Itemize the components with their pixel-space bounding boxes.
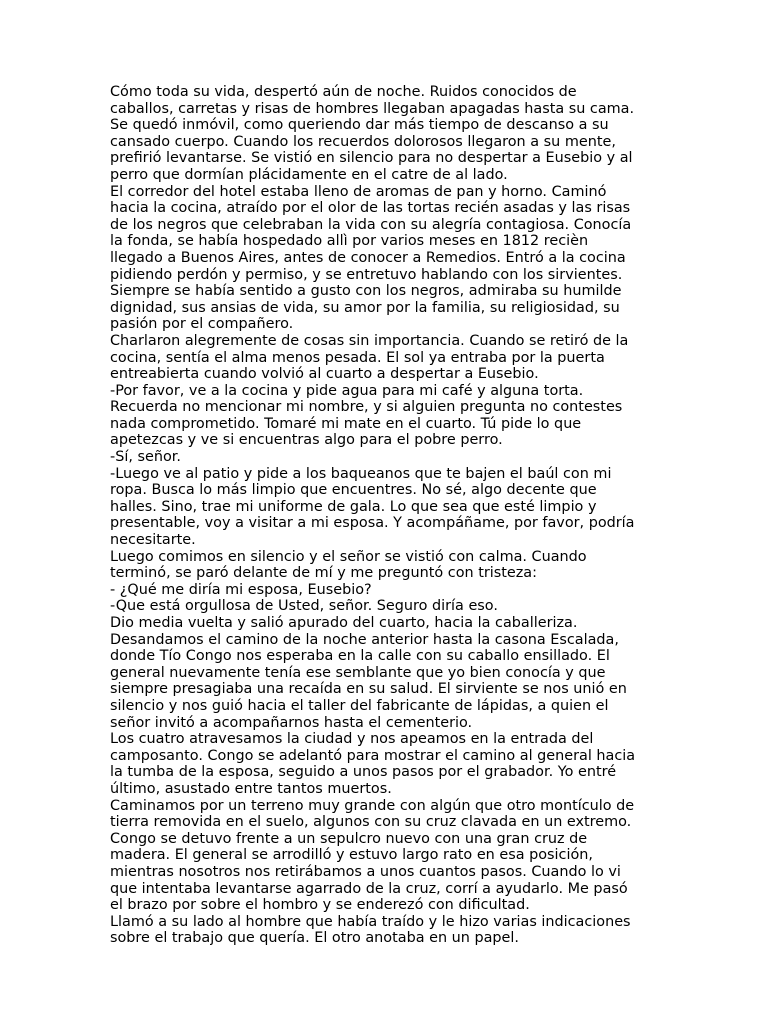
paragraph: Llamó a su lado al hombre que había traído y le hizo varias indicaciones sobre el trabajo que quería. El otro anotaba en un papel.: [110, 913, 631, 947]
paragraph: -Luego ve al patio y pide a los baqueanos que te bajen el baúl con mi ropa. Busca lo más limpio que encuentres. No sé, algo decente que halles. Sino, trae mi uniforme de gala. Lo que sea que esté limpio y presentable, voy a visitar a mi esposa. Y acompáñame, por favor, podría necesitarte.: [110, 465, 635, 549]
paragraph: -Sí, señor.: [110, 449, 181, 466]
paragraph: Charlaron alegremente de cosas sin importancia. Cuando se retiró de la cocina, sentía el alma menos pesada. El sol ya entraba por la puerta entreabierta cuando volvió al cuarto a despertar a Eusebio.: [110, 332, 629, 383]
paragraph: - ¿Qué me diría mi esposa, Eusebio?: [110, 581, 372, 598]
paragraph: -Que está orgullosa de Usted, señor. Seguro diría eso.: [110, 598, 498, 615]
paragraph: Desandamos el camino de la noche anterior hasta la casona Escalada, donde Tío Congo nos esperaba en la calle con su caballo ensillado. El general nuevamente tenía ese semblante que yo bien conocía y que siempre presagiaba una recaída en su salud. El sirviente se nos unió en silencio y nos guió hacia el taller del fabricante de lápidas, a quien el señor invitó a acompañarnos hasta el cementerio.: [110, 631, 627, 731]
paragraph: Los cuatro atravesamos la ciudad y nos apeamos en la entrada del camposanto. Congo se adelantó para mostrar el camino al general hacia la tumba de la esposa, seguido a unos pasos por el grabador. Yo entré último, asustado entre tantos muertos.: [110, 731, 636, 797]
paragraph: Luego comimos en silencio y el señor se vistió con calma. Cuando terminó, se paró delante de mí y me preguntó con tristeza:: [110, 548, 587, 582]
paragraph: -Por favor, ve a la cocina y pide agua para mi café y alguna torta. Recuerda no mencionar mi nombre, y si alguien pregunta no contestes nada comprometido. Tomaré mi mate en el cuarto. Tú pide lo que apetezcas y ve si encuentras algo para el pobre perro.: [110, 382, 623, 449]
paragraph: Cómo toda su vida, despertó aún de noche. Ruidos conocidos de caballos, carretas y risas de hombres llegaban apagadas hasta su cama. Se quedó inmóvil, como queriendo dar más tiempo de descanso a su cansado cuerpo. Cuando los recuerdos dolorosos llegaron a su mente, prefirió levantarse. Se vistió en silencio para no despertar a Eusebio y al perro que dormían plácidamente en el catre de al lado.: [110, 84, 635, 183]
paragraph: Dio media vuelta y salió apurado del cuarto, hacia la caballeriza.: [110, 615, 578, 631]
document-page: [110, 84, 670, 947]
paragraph: El corredor del hotel estaba lleno de aromas de pan y horno. Caminó hacia la cocina, atraído por el olor de las tortas recién asadas y las risas de los negros que celebraban la vida con su alegría contagiosa. Conocía la fonda, se había hospedado allì por varios meses en 1812 recièn llegado a Buenos Aires, antes de conocer a Remedios. Entró a la cocina pidiendo perdón y permiso, y se entretuvo hablando con los sirvientes. Siempre se había sentido a gusto con los negros, admiraba su humilde dignidad, sus ansias de vida, su amor por la familia, su religiosidad, su pasión por el compañero.: [110, 183, 632, 333]
paragraph: Caminamos por un terreno muy grande con algún que otro montículo de tierra removida en el suelo, algunos con su cruz clavada en un extremo. Congo se detuvo frente a un sepulcro nuevo con una gran cruz de madera. El general se arrodilló y estuvo largo rato en esa posición, mientras nosotros nos retirábamos a unos cuantos pasos. Cuando lo vi que intentaba levantarse agarrado de la cruz, corrí a ayudarlo. Me pasó el brazo por sobre el hombro y se enderezó con dificultad.: [110, 797, 635, 914]
